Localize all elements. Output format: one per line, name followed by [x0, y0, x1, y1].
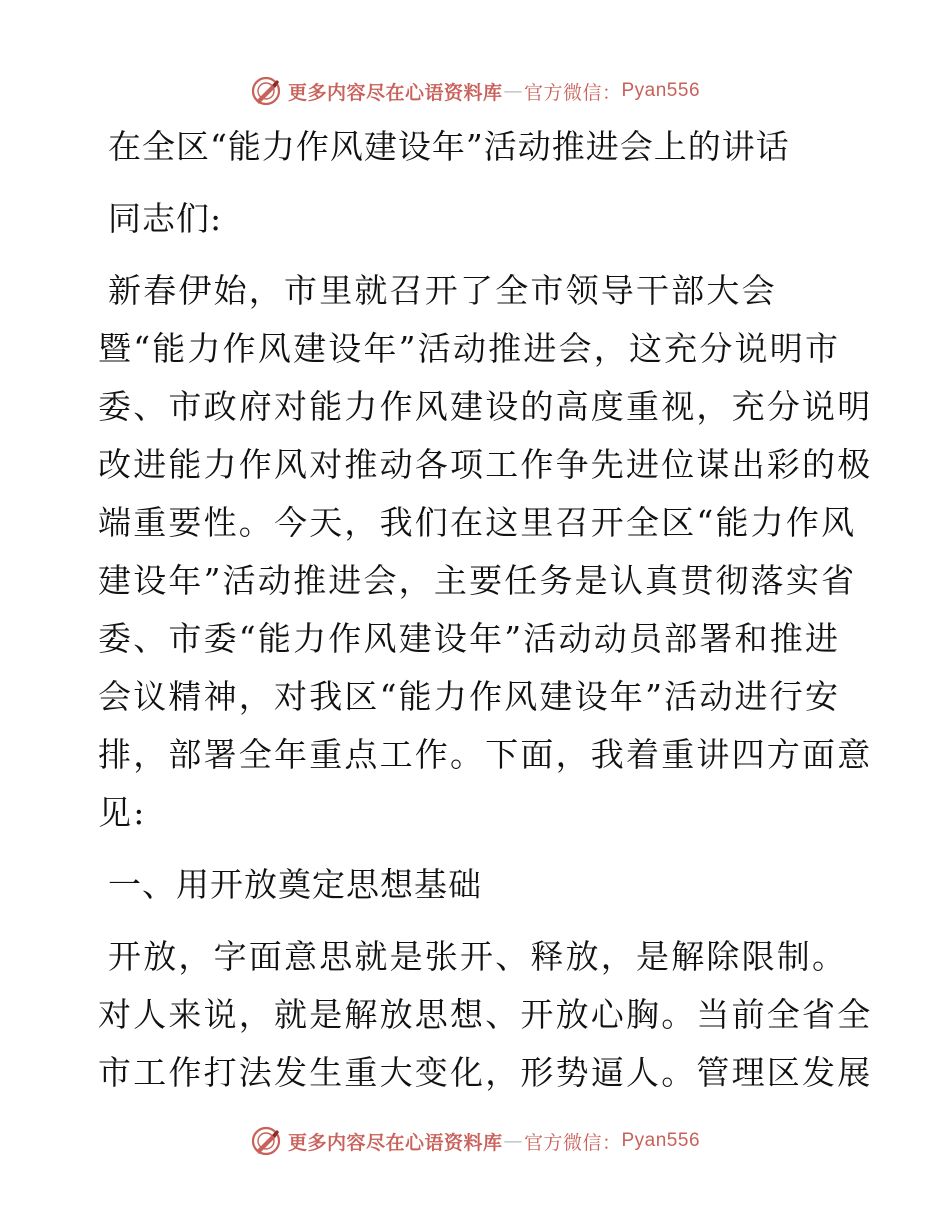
watermark-brand-text: 更多内容尽在心语资料库 [287, 81, 503, 104]
paragraph-line: 委、市政府对能力作风建设的高度重视，充分说明 [98, 387, 873, 426]
paragraph-line: 委、市委“能力作风建设年”活动动员部署和推进 [98, 619, 841, 658]
document-title: 在全区“能力作风建设年”活动推进会上的讲话 [108, 127, 790, 166]
watermark-wechat-id: Pyan556 [621, 1130, 701, 1151]
paragraph-intro [98, 262, 873, 842]
paragraph-line: 见: [98, 793, 147, 832]
greeting: 同志们: [108, 199, 223, 238]
library-logo-icon [250, 1125, 282, 1157]
paragraph-line: 改进能力作风对推动各项工作争先进位谋出彩的极 [98, 445, 873, 484]
paragraph-line: 排，部署全年重点工作。下面，我着重讲四方面意 [98, 735, 873, 774]
watermark-label: 官方微信： [523, 1131, 622, 1154]
footer-watermark [0, 1121, 950, 1161]
paragraph-line: 端重要性。今天，我们在这里召开全区“能力作风 [98, 503, 857, 542]
paragraph-line: 开放，字面意思就是张开、释放，是解除限制。 [108, 937, 848, 976]
paragraph-openness [98, 928, 873, 1102]
watermark-label: 官方微信： [523, 81, 622, 104]
paragraph-line: 会议精神，对我区“能力作风建设年”活动进行安 [98, 677, 841, 716]
watermark-wechat-id: Pyan556 [621, 80, 701, 101]
watermark-dash: — [503, 80, 523, 102]
document-body [98, 118, 873, 1102]
paragraph-line: 新春伊始，市里就召开了全市领导干部大会 [108, 271, 777, 310]
watermark-dash: — [503, 1130, 523, 1152]
section-heading: 一、用开放奠定思想基础 [108, 865, 482, 904]
library-logo-icon [250, 75, 282, 107]
paragraph-line: 建设年”活动推进会，主要任务是认真贯彻落实省 [98, 561, 857, 600]
paragraph-line: 暨“能力作风建设年”活动推进会，这充分说明市 [98, 329, 841, 368]
header-watermark [0, 71, 950, 111]
watermark-brand-text: 更多内容尽在心语资料库 [287, 1131, 503, 1154]
paragraph-line: 市工作打法发生重大变化，形势逼人。管理区发展 [98, 1053, 873, 1092]
paragraph-line: 对人来说，就是解放思想、开放心胸。当前全省全 [98, 995, 873, 1034]
